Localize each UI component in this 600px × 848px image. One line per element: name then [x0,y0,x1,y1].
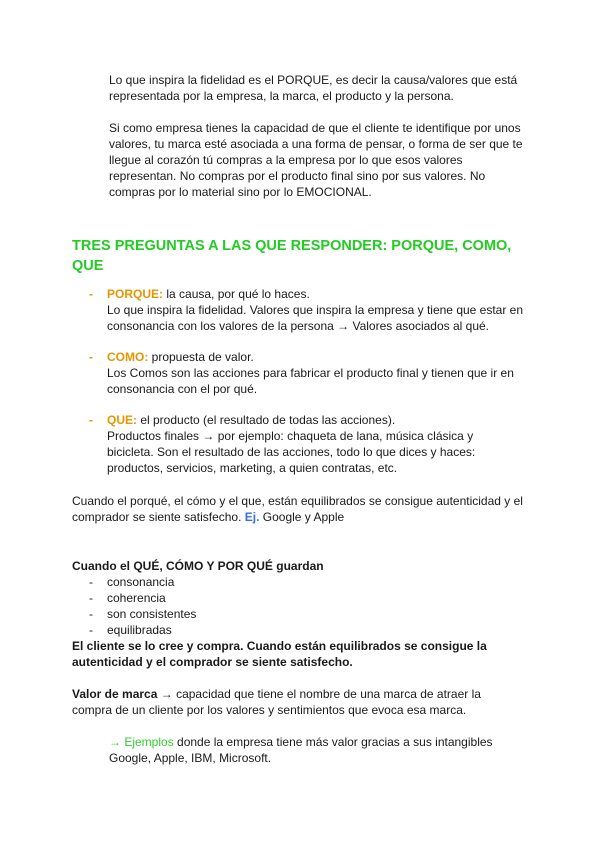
intro-paragraph-2: Si como empresa tienes la capacidad de que el cliente te identifique por unos valores, tu marca esté asociada a una forma de pensar, o forma de ser que te llegue al corazón tú compras a la empresa por lo que esos valores representan. No compras por el producto final sino por sus valores. No compras por lo material sino por lo EMOCIONAL. [109,121,523,199]
guardan-list [72,574,542,638]
term-label: PORQUE: [107,287,164,301]
list-item: - consonancia [89,575,175,589]
question-que [89,412,495,476]
ejemplos-label: → Ejemplos [109,735,174,749]
ejemplos-paragraph: → Ejemplos donde la empresa tiene más valor gracias a sus intangibles Google, Apple, IBM, Microsoft. [109,734,549,766]
list-item [89,412,495,476]
term-body: Los Comos son las acciones para fabricar el producto final y tienen que ir en consonancia con el por qué. [107,366,514,396]
term-body: Lo que inspira la fidelidad. Valores que inspira la empresa y tiene que estar en consonancia con los valores de la persona → Valores asociados al qué. [107,303,524,333]
valor-term: Valor de marca [72,687,158,701]
term-label: COMO: [107,350,149,364]
list-item: - equilibradas [89,623,172,637]
term-body: Productos finales → por ejemplo: chaqueta de lana, música clásica y bicicleta. Son el resultado de las acciones, todo lo que dices y haces: productos, servicios, marketing, a quien contratas, etc. [107,429,476,475]
balance-paragraph: Cuando el porqué, el cómo y el que, están equilibrados se consigue autenticidad y el comprador se siente satisfecho. Ej. Google y Apple [72,494,523,524]
guardan-conclusion: El cliente se lo cree y compra. Cuando están equilibrados se consigue la autenticidad y el comprador se siente satisfecho. [72,639,487,669]
ejemplos-list: Google, Apple, IBM, Microsoft. [109,751,272,765]
list-item [89,286,531,334]
question-porque [89,286,531,334]
section-heading: TRES PREGUNTAS A LAS QUE RESPONDER: PORQUE, COMO, QUE [72,238,512,274]
guardan-title: Cuando el QUÉ, CÓMO Y POR QUÉ guardan [72,559,324,573]
bullet-dash: - [89,413,93,427]
term-lead: el producto (el resultado de todas las acciones). [137,413,396,427]
term-lead: propuesta de valor. [148,350,254,364]
term-lead: la causa, por qué lo haces. [163,287,310,301]
intro-paragraph-1: Lo que inspira la fidelidad es el PORQUE, es decir la causa/valores que está representada por la empresa, la marca, el producto y la persona. [109,73,518,103]
list-item [89,349,531,397]
list-item: - coherencia [89,591,166,605]
list-item: - son consistentes [89,607,197,621]
bullet-dash: - [89,287,93,301]
example-label: Ej. [244,510,260,524]
question-como [89,349,531,397]
term-label: QUE: [107,413,137,427]
valor-de-marca-paragraph: Valor de marca → capacidad que tiene el nombre de una marca de atraer la compra de un cliente por los valores y sentimientos que evoca esa marca. [72,687,481,717]
guardan-section [72,558,542,670]
bullet-dash: - [89,350,93,364]
